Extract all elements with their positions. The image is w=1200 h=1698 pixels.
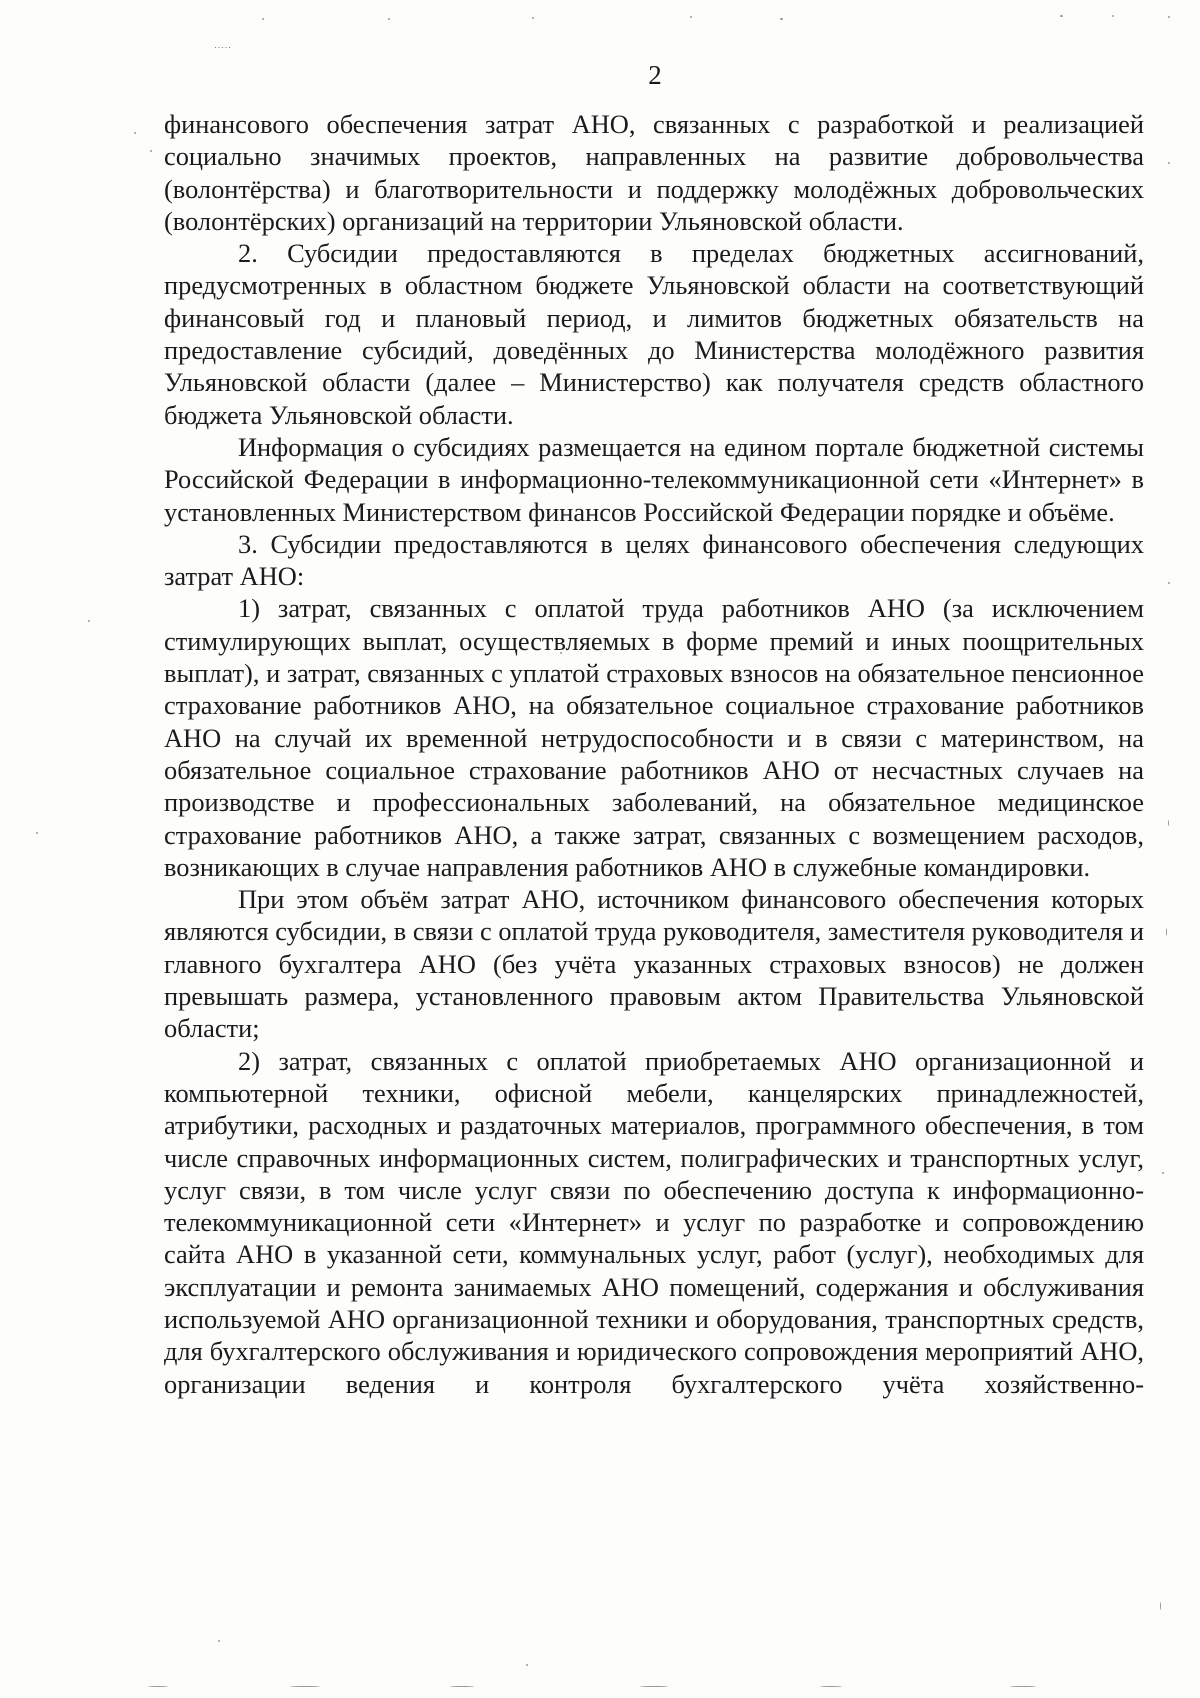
scan-artifact <box>1168 162 1170 164</box>
paragraph-portal-information: Информация о субсидиях размещается на едином портале бюджетной системы Российской Федерации в информационно-телекоммуникационной сети «Интернет» в установленных Министерством финансов Российской Федерации порядке и объёме. <box>164 431 1144 527</box>
scan-artifact <box>690 16 692 18</box>
scan-stamp-mark: ····· <box>214 42 232 52</box>
scan-artifact <box>148 1686 168 1687</box>
scan-artifact <box>532 17 534 19</box>
paragraph-subitem-1-labor-costs: 1) затрат, связанных с оплатой труда работников АНО (за исключением стимулирующих выплат, осуществляемых в форме премий и иных поощрительных выплат), и затрат, связанных с уплатой страховых взносов на обязательное пенсионное страхование работников АНО, на обязательное социальное страхование работников АНО на случай их временной нетрудоспособности и в связи с материнством, на обязательное социальное страхование работников АНО от несчастных случаев на производстве и профессиональных заболеваний, на обязательное медицинское страхование работников АНО, а также затрат, связанных с возмещением расходов, возникающих в случае направления работников АНО в служебные командировки. <box>164 593 1144 882</box>
paragraph-item-2-budget-limits: 2. Субсидии предоставляются в пределах бюджетных ассигнований, предусмотренных в областном бюджете Ульяновской области на соответствующий финансовый год и плановый период, и лимитов бюджетных обязательств на предоставление субсидий, доведённых до Министерства молодёжного развития Ульяновской области (далее – Министерство) как получателя средств областного бюджета Ульяновской области. <box>164 238 1144 430</box>
paragraph-subitem-2-equipment-costs: 2) затрат, связанных с оплатой приобретаемых АНО организационной и компьютерной техники, офисной мебели, канцелярских принадлежностей, атрибутики, расходных и раздаточных материалов, программного обеспечения, в том числе справочных информационных систем, полиграфических и транспортных услуг, услуг связи, в том числе услуг связи по обеспечению доступа к информационно-телекоммуникационной сети «Интернет» и услуг по разработке и сопровождению сайта АНО в указанной сети, коммунальных услуг, работ (услуг), необходимых для эксплуатации и ремонта занимаемых АНО помещений, содержания и обслуживания используемой АНО организационной техники и оборудования, транспортных средств, для бухгалтерского обслуживания и юридического сопровождения мероприятий АНО, организации ведения и контроля бухгалтерского учёта хозяйственно- <box>164 1045 1144 1399</box>
scan-artifact <box>820 1686 842 1687</box>
scan-artifact <box>218 1640 220 1642</box>
scan-artifact <box>88 620 90 622</box>
scan-artifact <box>262 18 264 20</box>
scan-artifact <box>290 1686 320 1687</box>
scan-artifact <box>1162 1172 1164 1174</box>
paragraph-salary-limit: При этом объём затрат АНО, источником финансового обеспечения которых являются субсидии, в связи с оплатой труда руководителя, заместителя руководителя и главного бухгалтера АНО (без учёта указанных страховых взносов) не должен превышать размера, установленного правовым актом Правительства Ульяновской области; <box>164 884 1144 1044</box>
scan-artifact <box>450 1686 474 1687</box>
page-number: 2 <box>648 60 662 90</box>
scan-artifact <box>388 18 390 20</box>
scan-artifact <box>150 150 152 152</box>
scan-artifact <box>1112 15 1114 17</box>
paragraph-continuation: финансового обеспечения затрат АНО, связанных с разработкой и реализацией социально значимых проектов, направленных на развитие добровольчества (волонтёрства) и благотворительности и поддержку молодёжных добровольческих (волонтёрских) организаций на территории Ульяновской области. <box>164 109 1144 236</box>
paragraph-item-3-purposes: 3. Субсидии предоставляются в целях финансового обеспечения следующих затрат АНО: <box>164 528 1144 592</box>
scan-artifact <box>1160 1602 1161 1610</box>
scan-artifact <box>526 1664 528 1666</box>
scan-artifact <box>1168 582 1170 584</box>
scan-artifact <box>1060 15 1063 17</box>
scan-artifact <box>134 132 136 134</box>
scan-artifact <box>1010 1686 1036 1687</box>
scan-artifact <box>1168 820 1169 826</box>
scan-artifact <box>1168 16 1170 18</box>
scan-artifact <box>780 18 783 20</box>
scan-artifact <box>640 1686 668 1687</box>
scan-artifact <box>1166 928 1167 936</box>
document-body <box>164 108 1144 1400</box>
scan-artifact <box>36 832 38 834</box>
